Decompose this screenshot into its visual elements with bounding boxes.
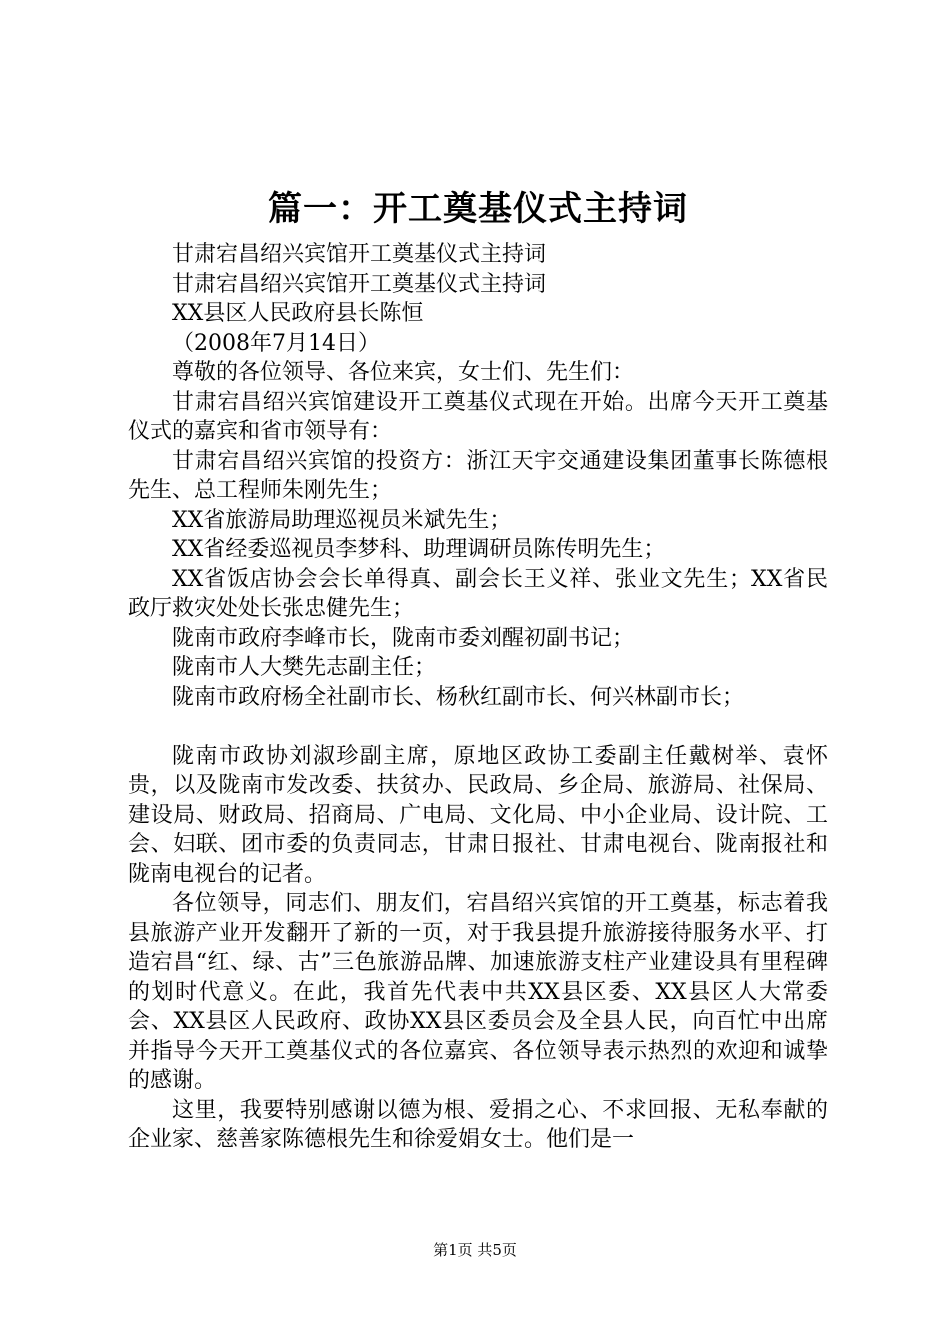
paragraph-opening: 甘肃宕昌绍兴宾馆建设开工奠基仪式现在开始。出席今天开工奠基仪式的嘉宾和省市领导有： [128,389,828,444]
paragraph-thanks: 这里，我要特别感谢以德为根、爱捐之心、不求回报、无私奉献的企业家、慈善家陈德根先生和徐爱娟女士。他们是一 [128,1097,828,1152]
blank-line [128,712,828,742]
paragraph-guest-cppcc: 陇南市政协刘淑珍副主席，原地区政协工委副主任戴树举、袁怀贵，以及陇南市发改委、扶贫办、民政局、乡企局、旅游局、社保局、建设局、财政局、招商局、广电局、文化局、中小企业局、设计院、工会、妇联、团市委的负责同志，甘肃日报社、甘肃电视台、陇南报社和陇南电视台的记者。 [128,743,828,887]
paragraph-date: （2008年7月14日） [172,330,380,356]
paragraph-guest-hotel-association: XX省饭店协会会长单得真、副会长王义祥、张业文先生；XX省民政厅救灾处处长张忠健先生； [128,566,828,621]
document-body [128,240,828,1155]
paragraph-investor: 甘肃宕昌绍兴宾馆的投资方：浙江天宇交通建设集团董事长陈德根先生、总工程师朱刚先生； [128,448,828,503]
paragraph-guest-city-leaders: 陇南市政府李峰市长，陇南市委刘醒初副书记； [172,625,635,651]
paragraph-greeting: 尊敬的各位领导、各位来宾，女士们、先生们： [172,360,635,385]
paragraph-speaker: XX县区人民政府县长陈恒 [172,301,424,326]
paragraph-guest-economy: XX省经委巡视员李梦科、助理调研员陈传明先生； [172,537,666,562]
paragraph-guest-vice-mayors: 陇南市政府杨全社副市长、杨秋红副市长、何兴林副市长； [172,684,745,710]
paragraph-heading-1: 甘肃宕昌绍兴宾馆开工奠基仪式主持词 [172,242,547,267]
paragraph-guest-congress: 陇南市人大樊先志副主任； [172,655,437,680]
paragraph-guest-tourism: XX省旅游局助理巡视员米斌先生； [172,507,512,533]
paragraph-heading-2: 甘肃宕昌绍兴宾馆开工奠基仪式主持词 [172,271,547,297]
document-title: 篇一：开工奠基仪式主持词 [268,189,688,229]
page-footer: 第1页 共5页 [433,1241,517,1259]
document-page [128,186,828,1155]
paragraph-significance: 各位领导，同志们、朋友们，宕昌绍兴宾馆的开工奠基，标志着我县旅游产业开发翻开了新的一页，对于我县提升旅游接待服务水平、打造宕昌“红、绿、古”三色旅游品牌、加速旅游支柱产业建设具有里程碑的划时代意义。在此，我首先代表中共XX县区委、XX县区人大常委会、XX县区人民政府、政协XX县区委员会及全县人民，向百忙中出席并指导今天开工奠基仪式的各位嘉宾、各位领导表示热烈的欢迎和诚挚的感谢。 [128,891,828,1093]
